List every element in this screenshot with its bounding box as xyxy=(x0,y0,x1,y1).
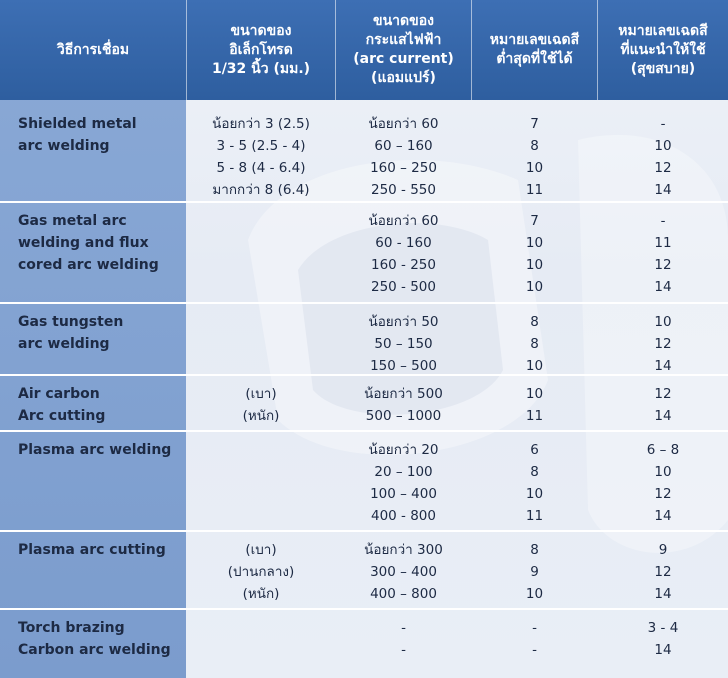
cell-min: 8 xyxy=(530,138,539,154)
method-label: Torch brazing xyxy=(18,620,125,636)
cell-rec: 14 xyxy=(654,279,672,295)
cell-min: 10 xyxy=(525,235,544,251)
cell-min: 9 xyxy=(530,564,539,580)
cell-min: 8 xyxy=(530,314,539,330)
header-min-shade: หมายเลขเฉดสี ต่ำสุดที่ใช้ได้ xyxy=(489,32,580,67)
cell-current: น้อยกว่า 500 xyxy=(364,386,443,402)
cell-rec: 3 - 4 xyxy=(647,620,679,636)
cell-min: - xyxy=(532,620,537,636)
group-separator xyxy=(0,608,728,610)
method-label: welding and flux xyxy=(18,235,149,251)
header-method: วิธีการเชื่อม xyxy=(56,41,130,58)
cell-min: - xyxy=(532,642,537,658)
cell-current: 160 - 250 xyxy=(371,257,436,273)
method-label: Plasma arc welding xyxy=(18,442,172,458)
table-header xyxy=(0,0,728,100)
cell-current: น้อยกว่า 60 xyxy=(368,213,439,229)
cell-current: - xyxy=(401,620,406,636)
cell-rec: 12 xyxy=(654,564,672,580)
method-label: Gas tungsten xyxy=(18,314,124,330)
cell-min: 11 xyxy=(525,408,544,424)
cell-current: 400 - 800 xyxy=(371,508,436,524)
cell-electrode: (ปานกลาง) xyxy=(227,564,295,580)
cell-electrode: (เบา) xyxy=(245,542,277,558)
cell-min: 6 xyxy=(530,442,539,458)
cell-min: 10 xyxy=(525,279,544,295)
cell-min: 10 xyxy=(525,386,544,402)
method-label: Carbon arc welding xyxy=(18,642,171,658)
method-label: cored arc welding xyxy=(18,257,159,273)
method-label: Air carbon xyxy=(18,386,100,402)
cell-current: 60 – 160 xyxy=(374,138,433,154)
cell-rec: 10 xyxy=(654,138,672,154)
cell-rec: 12 xyxy=(654,386,672,402)
cell-current: น้อยกว่า 300 xyxy=(364,542,443,558)
cell-rec: - xyxy=(660,213,666,229)
cell-rec: 6 – 8 xyxy=(646,442,680,458)
header-arc-current: ขนาดของ กระแสไฟฟ้า (arc current) (แอมแปร์) xyxy=(353,13,454,86)
method-label: Shielded metal xyxy=(18,116,137,132)
cell-electrode: 5 - 8 (4 - 6.4) xyxy=(216,160,306,176)
cell-min: 8 xyxy=(530,542,539,558)
cell-rec: 14 xyxy=(654,508,672,524)
cell-min: 10 xyxy=(525,257,544,273)
cell-current: 300 – 400 xyxy=(370,564,437,580)
method-label: Plasma arc cutting xyxy=(18,542,166,558)
cell-rec: 12 xyxy=(654,336,672,352)
group-separator xyxy=(0,374,728,376)
cell-rec: 12 xyxy=(654,486,672,502)
cell-current: 50 – 150 xyxy=(374,336,433,352)
method-label: arc welding xyxy=(18,138,110,154)
cell-min: 7 xyxy=(530,213,539,229)
cell-current: น้อยกว่า 20 xyxy=(368,442,439,458)
cell-rec: 14 xyxy=(654,358,672,374)
cell-rec: 14 xyxy=(654,586,672,602)
method-label: Gas metal arc xyxy=(18,213,127,229)
cell-electrode: (หนัก) xyxy=(242,408,280,424)
cell-rec: 14 xyxy=(654,408,672,424)
cell-min: 10 xyxy=(525,486,544,502)
cell-electrode: (หนัก) xyxy=(242,586,280,602)
cell-min: 10 xyxy=(525,358,544,374)
cell-min: 11 xyxy=(525,508,544,524)
cell-rec: 12 xyxy=(654,257,672,273)
cell-min: 8 xyxy=(530,464,539,480)
cell-current: น้อยกว่า 50 xyxy=(368,314,439,330)
cell-min: 8 xyxy=(530,336,539,352)
cell-current: 60 - 160 xyxy=(375,235,432,251)
cell-current: 250 - 500 xyxy=(371,279,436,295)
cell-current: - xyxy=(401,642,406,658)
cell-min: 11 xyxy=(525,182,544,198)
cell-current: น้อยกว่า 60 xyxy=(368,116,439,132)
cell-rec: - xyxy=(660,116,666,132)
group-separator xyxy=(0,530,728,532)
cell-current: 500 – 1000 xyxy=(365,408,442,424)
cell-electrode: (เบา) xyxy=(245,386,277,402)
method-label: Arc cutting xyxy=(18,408,106,424)
cell-min: 10 xyxy=(525,586,544,602)
cell-electrode: 3 - 5 (2.5 - 4) xyxy=(216,138,306,154)
cell-electrode: มากกว่า 8 (6.4) xyxy=(212,182,310,198)
cell-current: 400 – 800 xyxy=(370,586,437,602)
cell-rec: 14 xyxy=(654,182,672,198)
cell-electrode: น้อยกว่า 3 (2.5) xyxy=(212,116,310,132)
cell-rec: 9 xyxy=(658,542,668,558)
group-separator xyxy=(0,302,728,304)
cell-current: 250 - 550 xyxy=(371,182,436,198)
cell-current: 160 – 250 xyxy=(370,160,437,176)
cell-rec: 11 xyxy=(654,235,672,251)
cell-current: 150 – 500 xyxy=(370,358,437,374)
group-separator xyxy=(0,201,728,203)
cell-current: 100 – 400 xyxy=(370,486,437,502)
group-separator xyxy=(0,430,728,432)
cell-rec: 14 xyxy=(654,642,672,658)
cell-min: 10 xyxy=(525,160,544,176)
cell-min: 7 xyxy=(530,116,539,132)
cell-rec: 10 xyxy=(654,314,672,330)
cell-rec: 12 xyxy=(654,160,672,176)
header-electrode-size: ขนาดของ อิเล็กโทรด 1/32 นิ้ว (มม.) xyxy=(211,22,311,77)
cell-rec: 10 xyxy=(654,464,672,480)
cell-current: 20 – 100 xyxy=(374,464,433,480)
header-recommended-shade: หมายเลขเฉดสี ที่แนะนำให้ใช้ (สุขสบาย) xyxy=(618,22,708,77)
method-label: arc welding xyxy=(18,336,110,352)
